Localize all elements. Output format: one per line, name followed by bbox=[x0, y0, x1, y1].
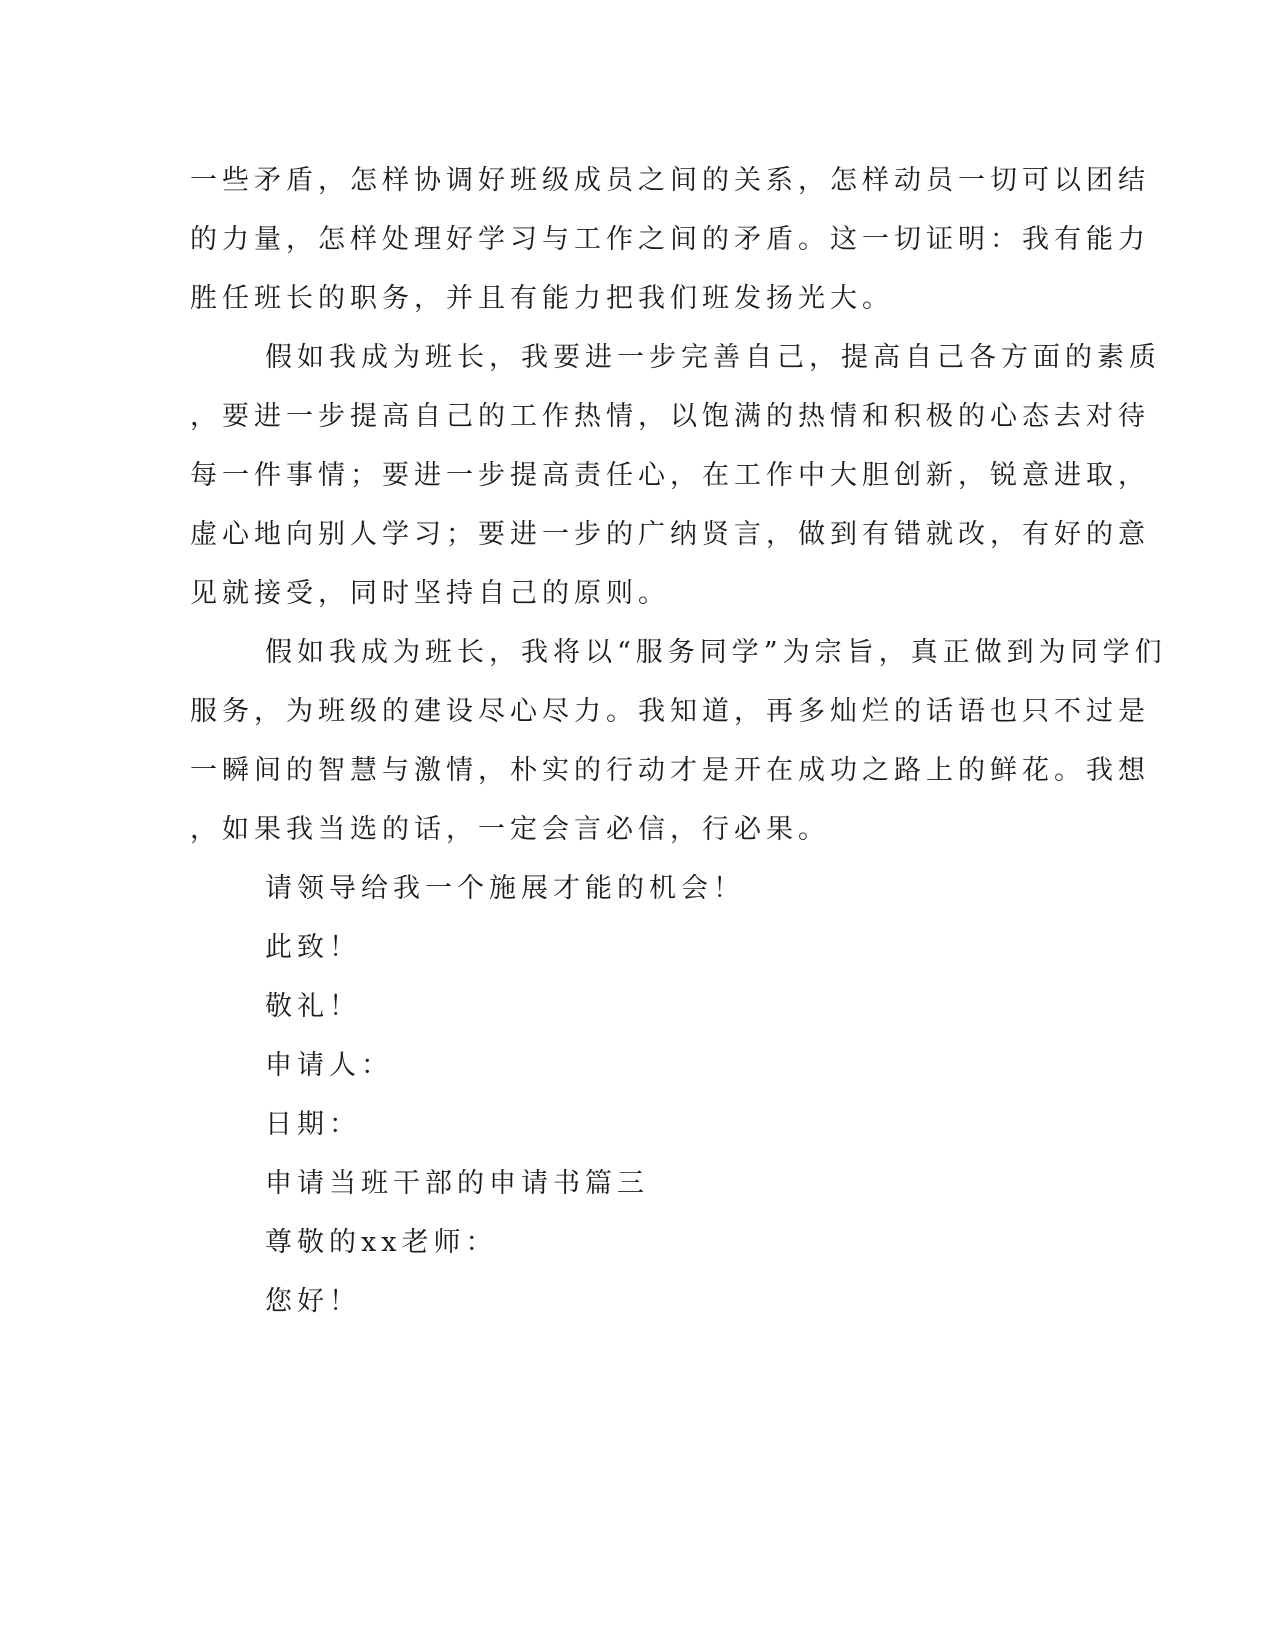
section-heading: 申请当班干部的申请书篇三 bbox=[265, 1168, 649, 1199]
salutation-line: 此致！ bbox=[265, 932, 361, 963]
paragraph-line: 虚心地向别人学习；要进一步的广纳贤言，做到有错就改，有好的意 bbox=[190, 519, 1150, 550]
paragraph-line: 假如我成为班长，我将以“服务同学”为宗旨，真正做到为同学们 bbox=[265, 637, 1167, 668]
paragraph-line: ，要进一步提高自己的工作热情，以饱满的热情和积极的心态去对待 bbox=[190, 401, 1150, 432]
paragraph-line: 见就接受，同时坚持自己的原则。 bbox=[190, 578, 670, 609]
paragraph-line: 服务，为班级的建设尽心尽力。我知道，再多灿烂的话语也只不过是 bbox=[190, 696, 1150, 727]
paragraph-line: 的力量，怎样处理好学习与工作之间的矛盾。这一切证明：我有能力 bbox=[190, 224, 1150, 255]
paragraph-line: ，如果我当选的话，一定会言必信，行必果。 bbox=[190, 814, 830, 845]
greeting-line: 尊敬的xx老师： bbox=[265, 1227, 498, 1258]
applicant-label: 申请人： bbox=[265, 1050, 393, 1081]
closing-request: 请领导给我一个施展才能的机会！ bbox=[265, 873, 745, 904]
paragraph-line: 一瞬间的智慧与激情，朴实的行动才是开在成功之路上的鲜花。我想 bbox=[190, 755, 1150, 786]
paragraph-line: 每一件事情；要进一步提高责任心，在工作中大胆创新，锐意进取， bbox=[190, 460, 1150, 491]
greeting-line: 您好！ bbox=[265, 1286, 361, 1317]
date-label: 日期： bbox=[265, 1109, 361, 1140]
salutation-line: 敬礼！ bbox=[265, 991, 361, 1022]
paragraph-line: 胜任班长的职务，并且有能力把我们班发扬光大。 bbox=[190, 283, 894, 314]
paragraph-line: 一些矛盾，怎样协调好班级成员之间的关系，怎样动员一切可以团结 bbox=[190, 165, 1150, 196]
paragraph-line: 假如我成为班长，我要进一步完善自己，提高自己各方面的素质 bbox=[265, 342, 1161, 373]
